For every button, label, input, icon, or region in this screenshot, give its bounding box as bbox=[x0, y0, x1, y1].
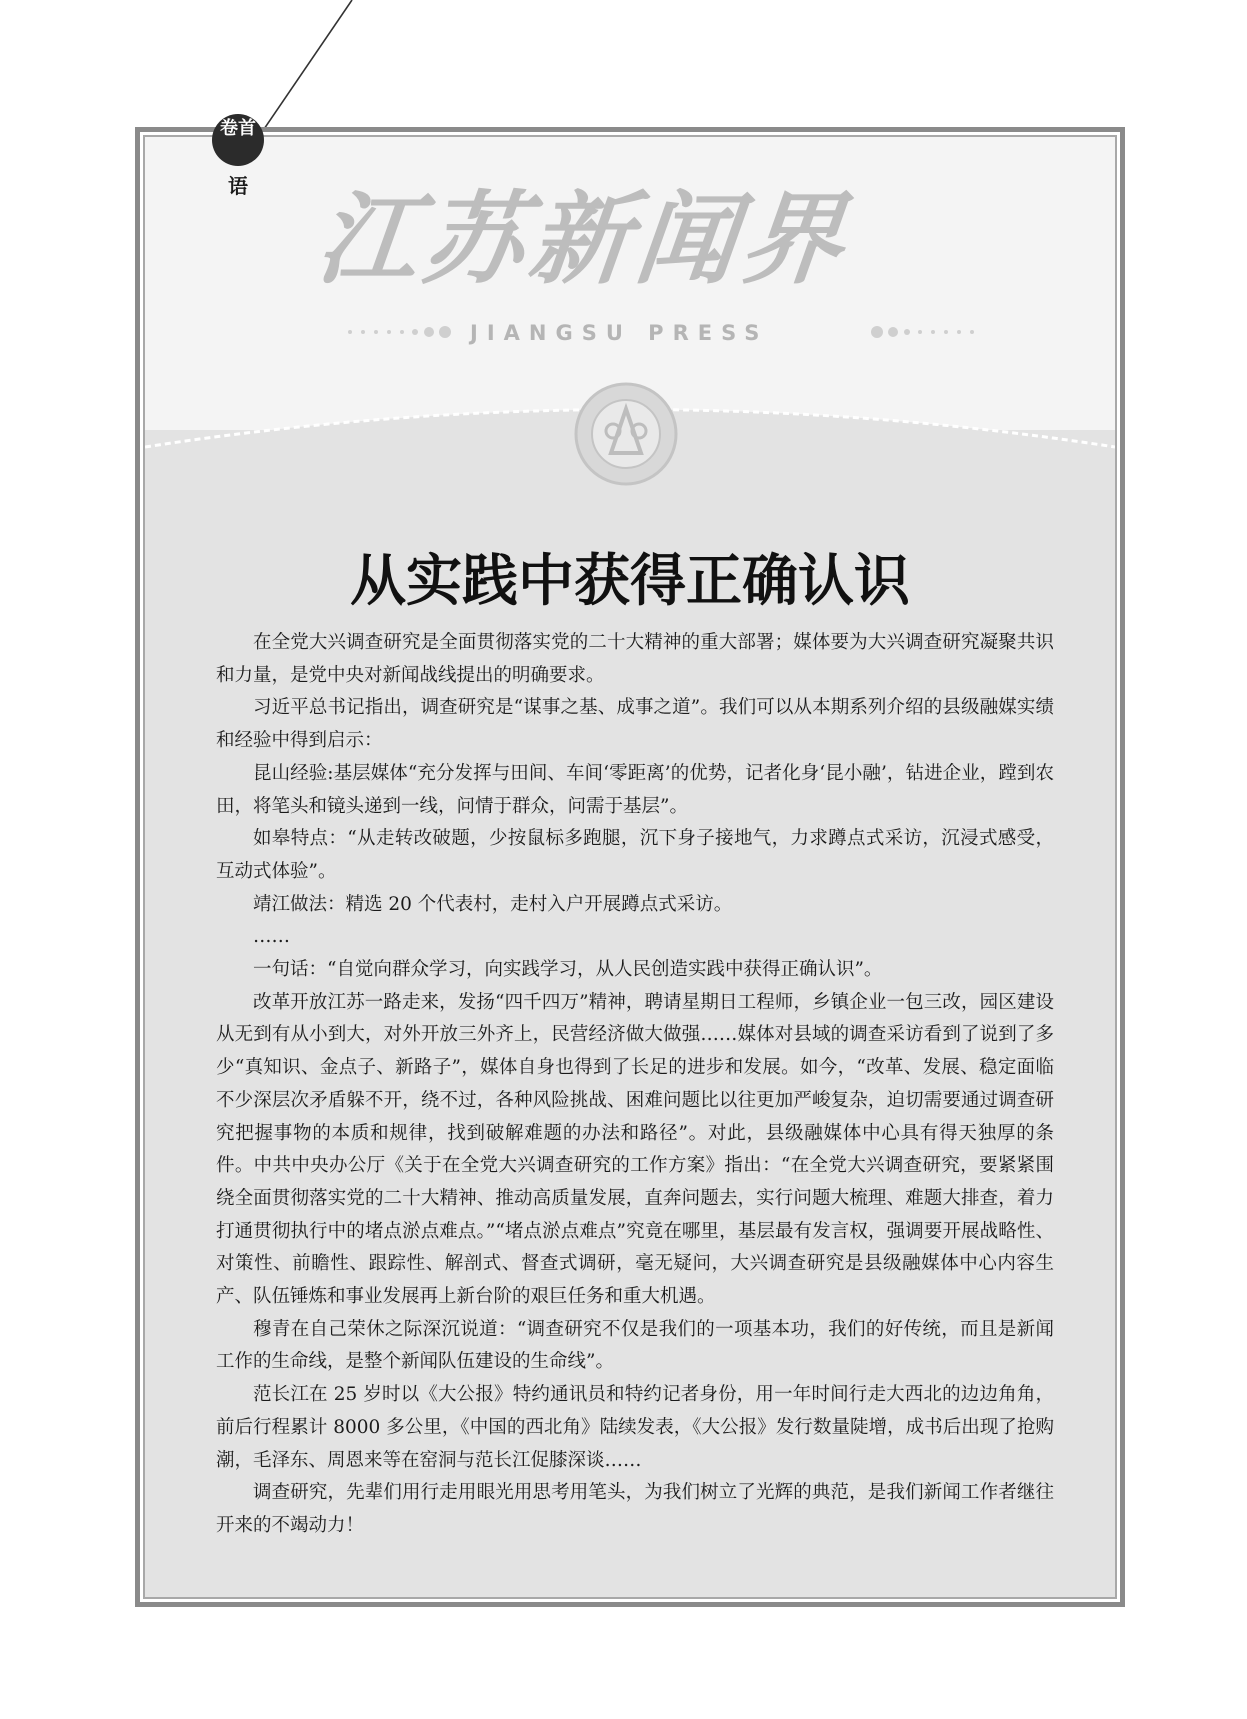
masthead-subtitle: JIANGSU PRESS bbox=[470, 321, 769, 345]
paragraph: 调查研究，先辈们用行走用眼光用思考用笔头，为我们树立了光辉的典范，是我们新闻工作者继往开来的不竭动力！ bbox=[216, 1482, 1054, 1536]
masthead-title: 江苏新闻界 bbox=[311, 181, 855, 298]
paragraph: 习近平总书记指出，调查研究是“谋事之基、成事之道”。我们可以从本期系列介绍的县级融媒实绩和经验中得到启示： bbox=[216, 697, 1054, 752]
paragraph: 穆青在自己荣休之际深沉说道：“调查研究不仅是我们的一项基本功，我们的好传统，而且是新闻工作的生命线，是整个新闻队伍建设的生命线”。 bbox=[216, 1318, 1054, 1373]
section-tag-badge: 卷首 bbox=[212, 114, 264, 166]
paragraph: …… bbox=[253, 926, 290, 948]
paragraph: 靖江做法：精选 20 个代表村，走村入户开展蹲点式采访。 bbox=[253, 893, 733, 915]
paragraph: 改革开放江苏一路走来，发扬“四千四万”精神，聘请星期日工程师，乡镇企业一包三改，园区建设从无到有从小到大，对外开放三外齐上，民营经济做大做强……媒体对县域的调查采访看到了说到了多少“真知识、金点子、新路子”，媒体自身也得到了长足的进步和发展。如今，“改革、发展、稳定面临不少深层次矛盾躲不开，绕不过，各种风险挑战、困难问题比以往更加严峻复杂，迫切需要通过调查研究把握事物的本质和规律，找到破解难题的办法和路径”。对此，县级融媒体中心具有得天独厚的条件。中共中央办公厅《关于在全党大兴调查研究的工作方案》指出：“在全党大兴调查研究，要紧紧围绕全面贯彻落实党的二十大精神、推动高质量发展，直奔问题去，实行问题大梳理、难题大排查，着力打通贯彻执行中的堵点淤点难点。”“堵点淤点难点”究竟在哪里，基层最有发言权，强调要开展战略性、对策性、前瞻性、跟踪性、解剖式、督查式调研，毫无疑问，大兴调查研究是县级融媒体中心内容生产、队伍锤炼和事业发展再上新台阶的艰巨任务和重大机遇。 bbox=[216, 991, 1054, 1308]
paragraph: 一句话：“自觉向群众学习，向实践学习，从人民创造实践中获得正确认识”。 bbox=[253, 959, 883, 981]
article-title: 从实践中获得正确认识 bbox=[350, 548, 910, 614]
article-body bbox=[216, 627, 1054, 1543]
association-emblem bbox=[573, 381, 679, 487]
paragraph: 在全党大兴调查研究是全面贯彻落实党的二十大精神的重大部署；媒体要为大兴调查研究凝聚共识和力量，是党中央对新闻战线提出的明确要求。 bbox=[216, 632, 1054, 686]
paragraph: 如皋特点：“从走转改破题，少按鼠标多跑腿，沉下身子接地气，力求蹲点式采访，沉浸式感受，互动式体验”。 bbox=[216, 828, 1054, 882]
paragraph: 昆山经验:基层媒体“充分发挥与田间、车间‘零距离’的优势，记者化身‘昆小融’，钻进企业，蹚到农田，将笔头和镜头递到一线，问情于群众，问需于基层”。 bbox=[216, 762, 1054, 817]
section-tag-suffix: 语 bbox=[228, 174, 248, 198]
paragraph: 范长江在 25 岁时以《大公报》特约通讯员和特约记者身份，用一年时间行走大西北的边边角角，前后行程累计 8000 多公里，《中国的西北角》陆续发表，《大公报》发行数量陡增，成书后出现了抢购潮，毛泽东、周恩来等在窑洞与范长江促膝深谈…… bbox=[216, 1384, 1054, 1471]
